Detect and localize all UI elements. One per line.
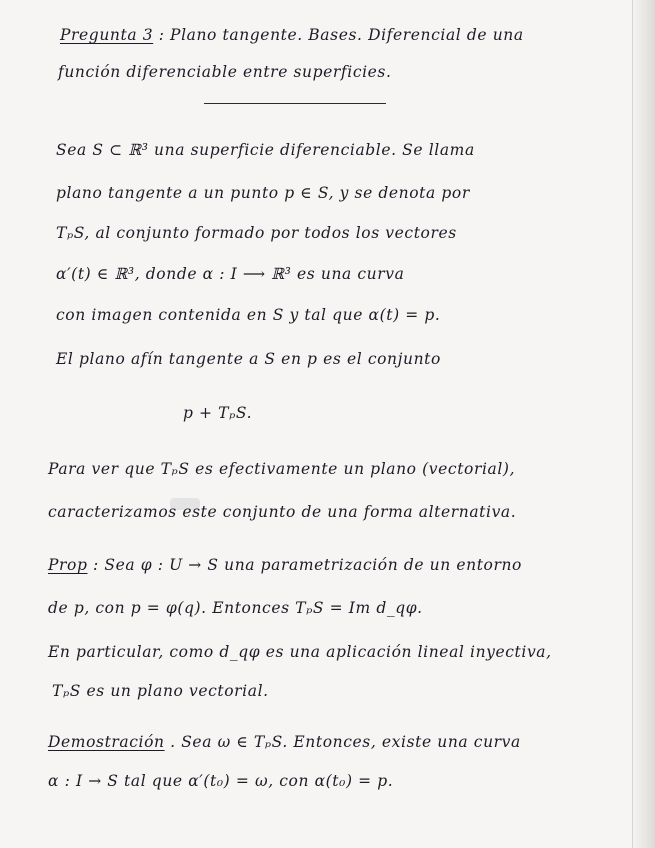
title-line-2: función diferenciable entre superficies. (58, 63, 392, 81)
title-divider (204, 103, 386, 104)
page-edge-line (632, 0, 633, 848)
body-line-6: El plano afín tangente a S en p es el conjunto (56, 350, 441, 368)
question-label: Pregunta 3 (60, 26, 154, 44)
proof-line-1 (48, 733, 625, 751)
affine-plane-formula: p + TₚS. (183, 404, 253, 422)
proof-label: Demostración (48, 733, 165, 751)
prop-line-4: TₚS es un plano vectorial. (52, 682, 269, 700)
body-line-1: Sea S ⊂ ℝ³ una superficie diferenciable. Se llama (56, 141, 475, 159)
prop-label: Prop (48, 556, 88, 574)
prop-line-2: de p, con p = φ(q). Entonces TₚS = Im d_qφ. (48, 599, 423, 617)
paragraph-2-line-1: Para ver que TₚS es efectivamente un plano (vectorial), (48, 460, 516, 478)
prop-statement: : Sea φ : U → S una parametrización de un entorno (93, 556, 522, 574)
body-line-4: α′(t) ∈ ℝ³, donde α : I ⟶ ℝ³ es una curva (56, 265, 405, 283)
ink-correction (170, 498, 200, 510)
prop-line-1 (48, 556, 625, 574)
body-line-5: con imagen contenida en S y tal que α(t) = p. (56, 306, 441, 324)
body-line-2: plano tangente a un punto p ∈ S, y se denota por (56, 184, 470, 202)
question-title: : Plano tangente. Bases. Diferencial de una (158, 26, 524, 44)
prop-line-3: En particular, como d_qφ es una aplicación lineal inyectiva, (48, 643, 552, 661)
proof-line-2: α : I → S tal que α′(t₀) = ω, con α(t₀) = p. (48, 772, 394, 790)
page-edge-shadow (631, 0, 655, 848)
title-line-1 (60, 26, 625, 44)
body-line-3: TₚS, al conjunto formado por todos los vectores (56, 224, 457, 242)
proof-text: . Sea ω ∈ TₚS. Entonces, existe una curva (170, 733, 521, 751)
paragraph-2-line-2: caracterizamos este conjunto de una forma alternativa. (48, 503, 517, 521)
